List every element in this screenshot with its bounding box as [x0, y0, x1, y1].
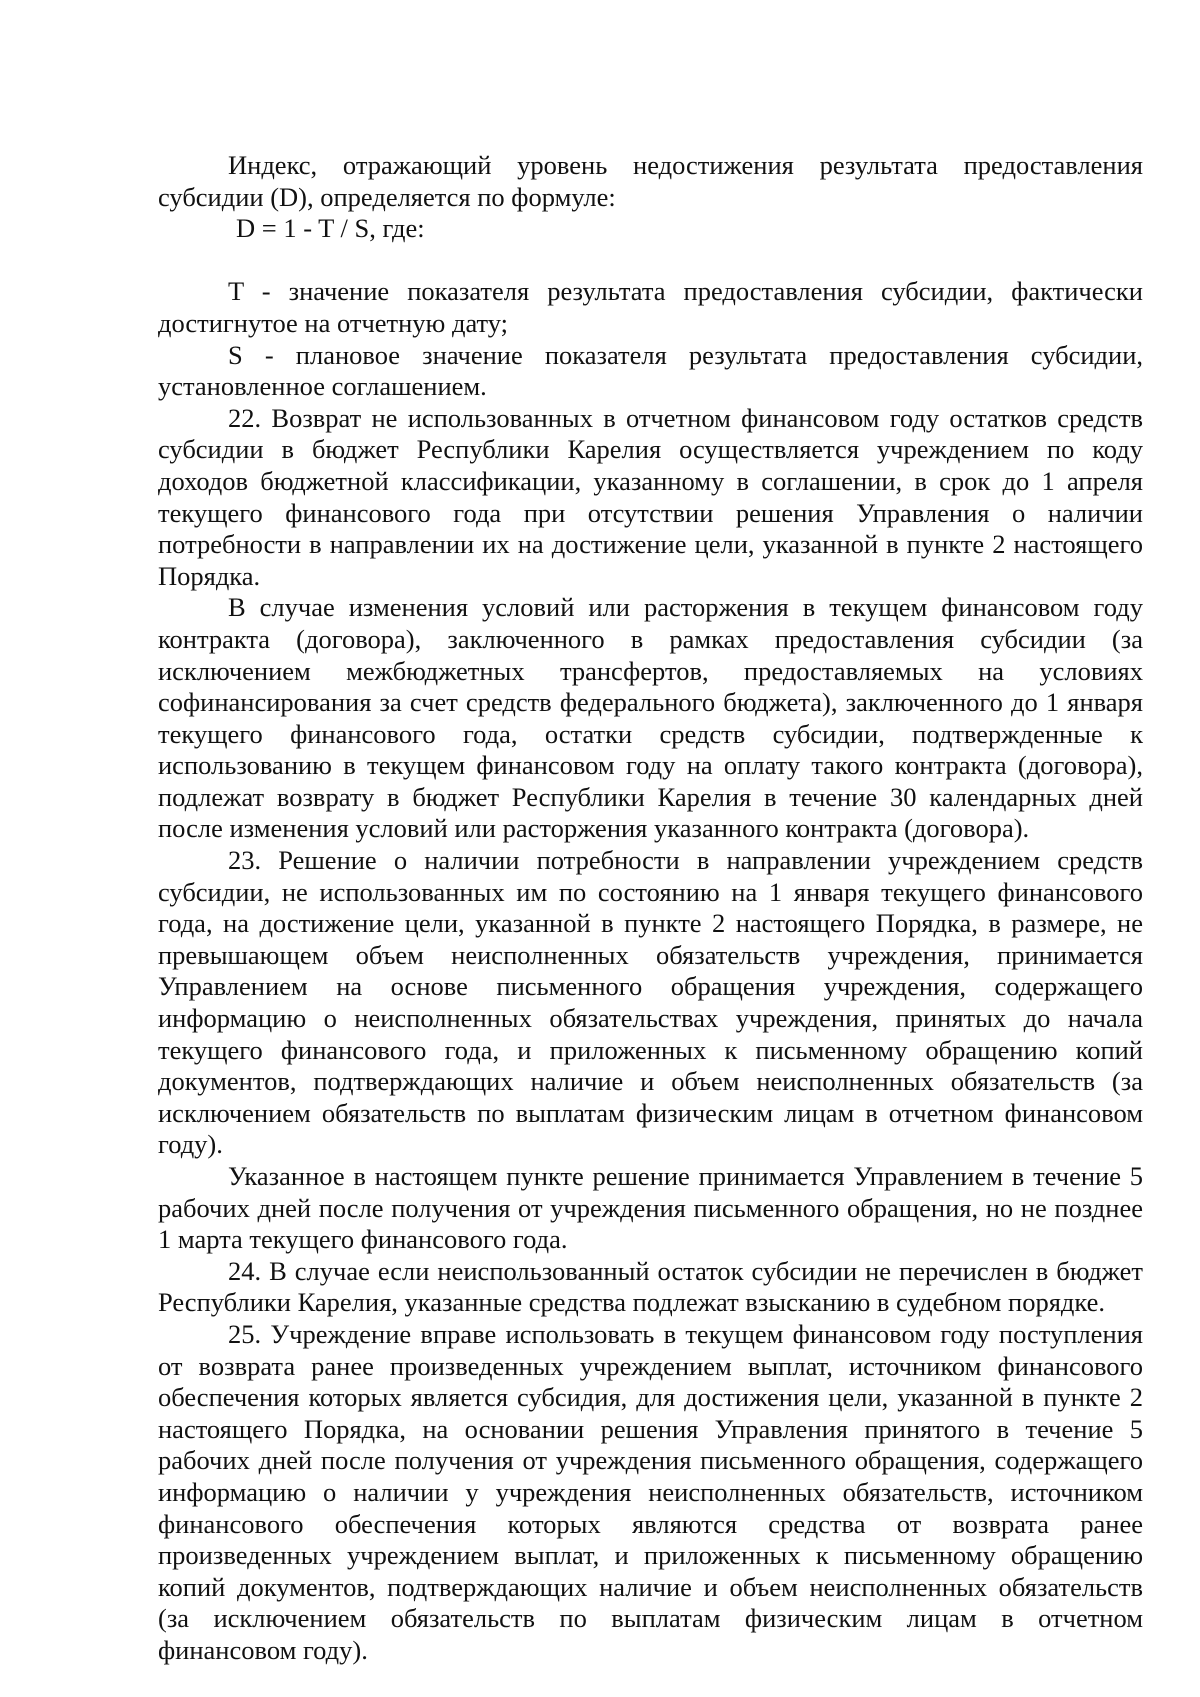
paragraph-25: 25. Учреждение вправе использовать в текущем финансовом году поступления от возврата ранее произведенных учреждением выплат, источником финансового обеспечения которых является субсидия, для достижения цели, указанной в пункте 2 настоящего Порядка, на основании решения Управления принятого в течение 5 рабочих дней после получения от учреждения письменного обращения, содержащего информацию о наличии у учреждения неисполненных обязательств, источником финансового обеспечения которых являются средства от возврата ранее произведенных учреждением выплат, и приложенных к письменному обращению копий документов, подтверждающих наличие и объем неисполненных обязательств (за исключением обязательств по выплатам физическим лицам в отчетном финансовом году).	[158, 1318, 1143, 1665]
blank-line	[158, 245, 1143, 277]
formula-line: D = 1 - T / S, где:	[236, 213, 425, 244]
document-page	[158, 150, 1143, 1667]
paragraph-24: 24. В случае если неиспользованный остаток субсидии не перечислен в бюджет Республики Карелия, указанные средства подлежат взысканию в судебном порядке.	[158, 1255, 1143, 1318]
paragraph-22: 22. Возврат не использованных в отчетном финансовом году остатков средств субсидии в бюджет Республики Карелия осуществляется учреждением по коду доходов бюджетной классификации, указанному в соглашении, в срок до 1 апреля текущего финансового года при отсутствии решения Управления о наличии потребности в направлении их на достижение цели, указанной в пункте 2 настоящего Порядка.	[158, 402, 1143, 591]
paragraph-23-decision: Указанное в настоящем пункте решение принимается Управлением в течение 5 рабочих дней после получения от учреждения письменного обращения, но не позднее 1 марта текущего финансового года.	[158, 1161, 1143, 1255]
paragraph-definition-s: S - плановое значение показателя результата предоставления субсидии, установленное соглашением.	[158, 339, 1143, 402]
paragraph-index-intro: Индекс, отражающий уровень недостижения результата предоставления субсидии (D), определяется по формуле:	[158, 150, 1143, 212]
paragraph-22-contract-change: В случае изменения условий или расторжения в текущем финансовом году контракта (договора), заключенного в рамках предоставления субсидии (за исключением межбюджетных трансфертов, предоставляемых на условиях софинансирования за счет средств федерального бюджета), заключенного до 1 января текущего финансового года, остатки средств субсидии, подтвержденные к использованию в текущем финансовом году на оплату такого контракта (договора), подлежат возврату в бюджет Республики Карелия в течение 30 календарных дней после изменения условий или расторжения указанного контракта (договора).	[158, 592, 1143, 844]
paragraph-definition-t: T - значение показателя результата предоставления субсидии, фактически достигнутое на отчетную дату;	[158, 276, 1143, 338]
paragraph-23: 23. Решение о наличии потребности в направлении учреждением средств субсидии, не использованных им по состоянию на 1 января текущего финансового года, на достижение цели, указанной в пункте 2 настоящего Порядка, в размере, не превышающем объем неисполненных обязательств учреждения, принимается Управлением на основе письменного обращения учреждения, содержащего информацию о неисполненных обязательствах учреждения, принятых до начала текущего финансового года, и приложенных к письменному обращению копий документов, подтверждающих наличие и объем неисполненных обязательств (за исключением обязательств по выплатам физическим лицам в отчетном финансовом году).	[158, 845, 1143, 1160]
